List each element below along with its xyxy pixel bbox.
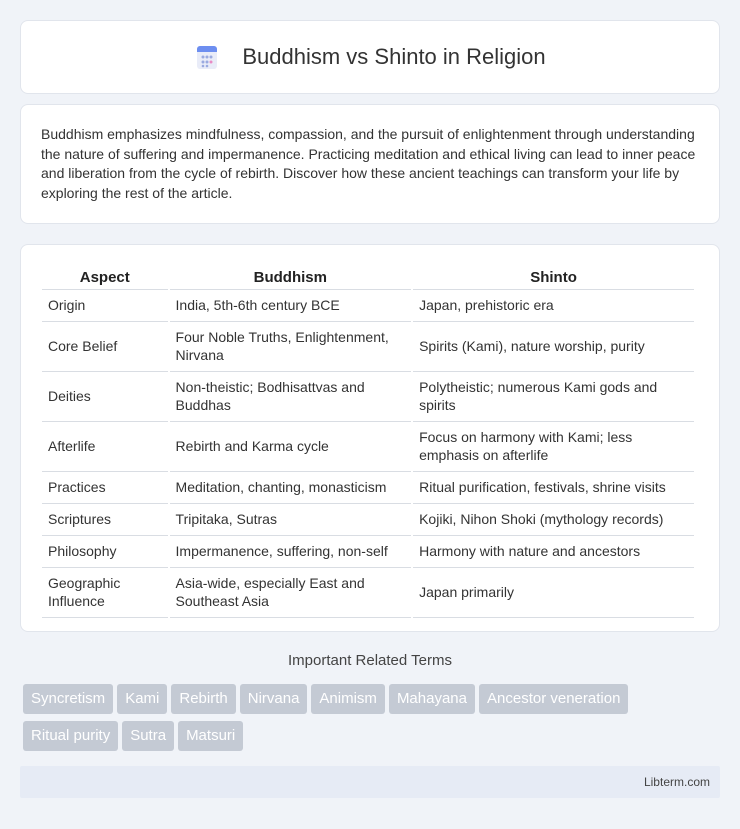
term-tag[interactable]: Animism bbox=[311, 684, 385, 714]
intro-card bbox=[20, 104, 720, 224]
table-row bbox=[42, 322, 694, 372]
table-cell: Focus on harmony with Kami; less emphasis on afterlife bbox=[413, 422, 694, 472]
intro-text: Buddhism emphasizes mindfulness, compassion, and the pursuit of enlightenment through understanding the nature of suffering and impermanence. Practicing meditation and ethical living can lead to inner peace and liberation from the cycle of rebirth. Discover how these ancient teachings can transform your life by exploring the rest of the article. bbox=[41, 126, 696, 201]
column-header-buddhism: Buddhism bbox=[170, 265, 412, 290]
table-row bbox=[42, 290, 694, 322]
table-cell: Spirits (Kami), nature worship, purity bbox=[413, 322, 694, 372]
column-header-aspect: Aspect bbox=[42, 265, 168, 290]
table-row bbox=[42, 568, 694, 618]
table-cell: Scriptures bbox=[42, 504, 168, 536]
related-terms-title: Important Related Terms bbox=[288, 652, 452, 669]
term-tag[interactable]: Sutra bbox=[122, 721, 174, 751]
table-cell: Tripitaka, Sutras bbox=[170, 504, 412, 536]
table-cell: Practices bbox=[42, 472, 168, 504]
table-cell: Origin bbox=[42, 290, 168, 322]
table-cell: Japan, prehistoric era bbox=[413, 290, 694, 322]
table-cell: Meditation, chanting, monasticism bbox=[170, 472, 412, 504]
table-cell: Four Noble Truths, Enlightenment, Nirvana bbox=[170, 322, 412, 372]
comparison-table-card bbox=[20, 244, 720, 632]
table-cell: Geographic Influence bbox=[42, 568, 168, 618]
column-header-shinto: Shinto bbox=[413, 265, 694, 290]
table-cell: Polytheistic; numerous Kami gods and spirits bbox=[413, 372, 694, 422]
table-cell: Ritual purification, festivals, shrine visits bbox=[413, 472, 694, 504]
table-cell: Harmony with nature and ancestors bbox=[413, 536, 694, 568]
table-cell: India, 5th-6th century BCE bbox=[170, 290, 412, 322]
table-cell: Japan primarily bbox=[413, 568, 694, 618]
footer-site-link[interactable]: Libterm.com bbox=[643, 775, 710, 789]
table-cell: Asia-wide, especially East and Southeast Asia bbox=[170, 568, 412, 618]
table-cell: Kojiki, Nihon Shoki (mythology records) bbox=[413, 504, 694, 536]
table-row bbox=[42, 422, 694, 472]
term-tag[interactable]: Kami bbox=[117, 684, 167, 714]
table-cell: Non-theistic; Bodhisattvas and Buddhas bbox=[170, 372, 412, 422]
related-terms-list bbox=[23, 684, 723, 758]
term-tag[interactable]: Mahayana bbox=[389, 684, 475, 714]
table-row bbox=[42, 372, 694, 422]
term-tag[interactable]: Syncretism bbox=[23, 684, 113, 714]
footer bbox=[20, 766, 720, 798]
table-cell: Deities bbox=[42, 372, 168, 422]
term-tag[interactable]: Rebirth bbox=[171, 684, 235, 714]
comparison-table bbox=[40, 265, 696, 618]
term-tag[interactable]: Matsuri bbox=[178, 721, 243, 751]
document-icon bbox=[194, 44, 220, 70]
table-cell: Philosophy bbox=[42, 536, 168, 568]
table-cell: Rebirth and Karma cycle bbox=[170, 422, 412, 472]
table-header-row bbox=[42, 265, 694, 290]
table-row bbox=[42, 536, 694, 568]
table-row bbox=[42, 504, 694, 536]
table-cell: Core Belief bbox=[42, 322, 168, 372]
page-title: Buddhism vs Shinto in Religion bbox=[242, 44, 546, 69]
term-tag[interactable]: Ritual purity bbox=[23, 721, 118, 751]
title-card bbox=[20, 20, 720, 94]
term-tag[interactable]: Nirvana bbox=[240, 684, 308, 714]
table-cell: Impermanence, suffering, non-self bbox=[170, 536, 412, 568]
table-cell: Afterlife bbox=[42, 422, 168, 472]
table-row bbox=[42, 472, 694, 504]
term-tag[interactable]: Ancestor veneration bbox=[479, 684, 628, 714]
